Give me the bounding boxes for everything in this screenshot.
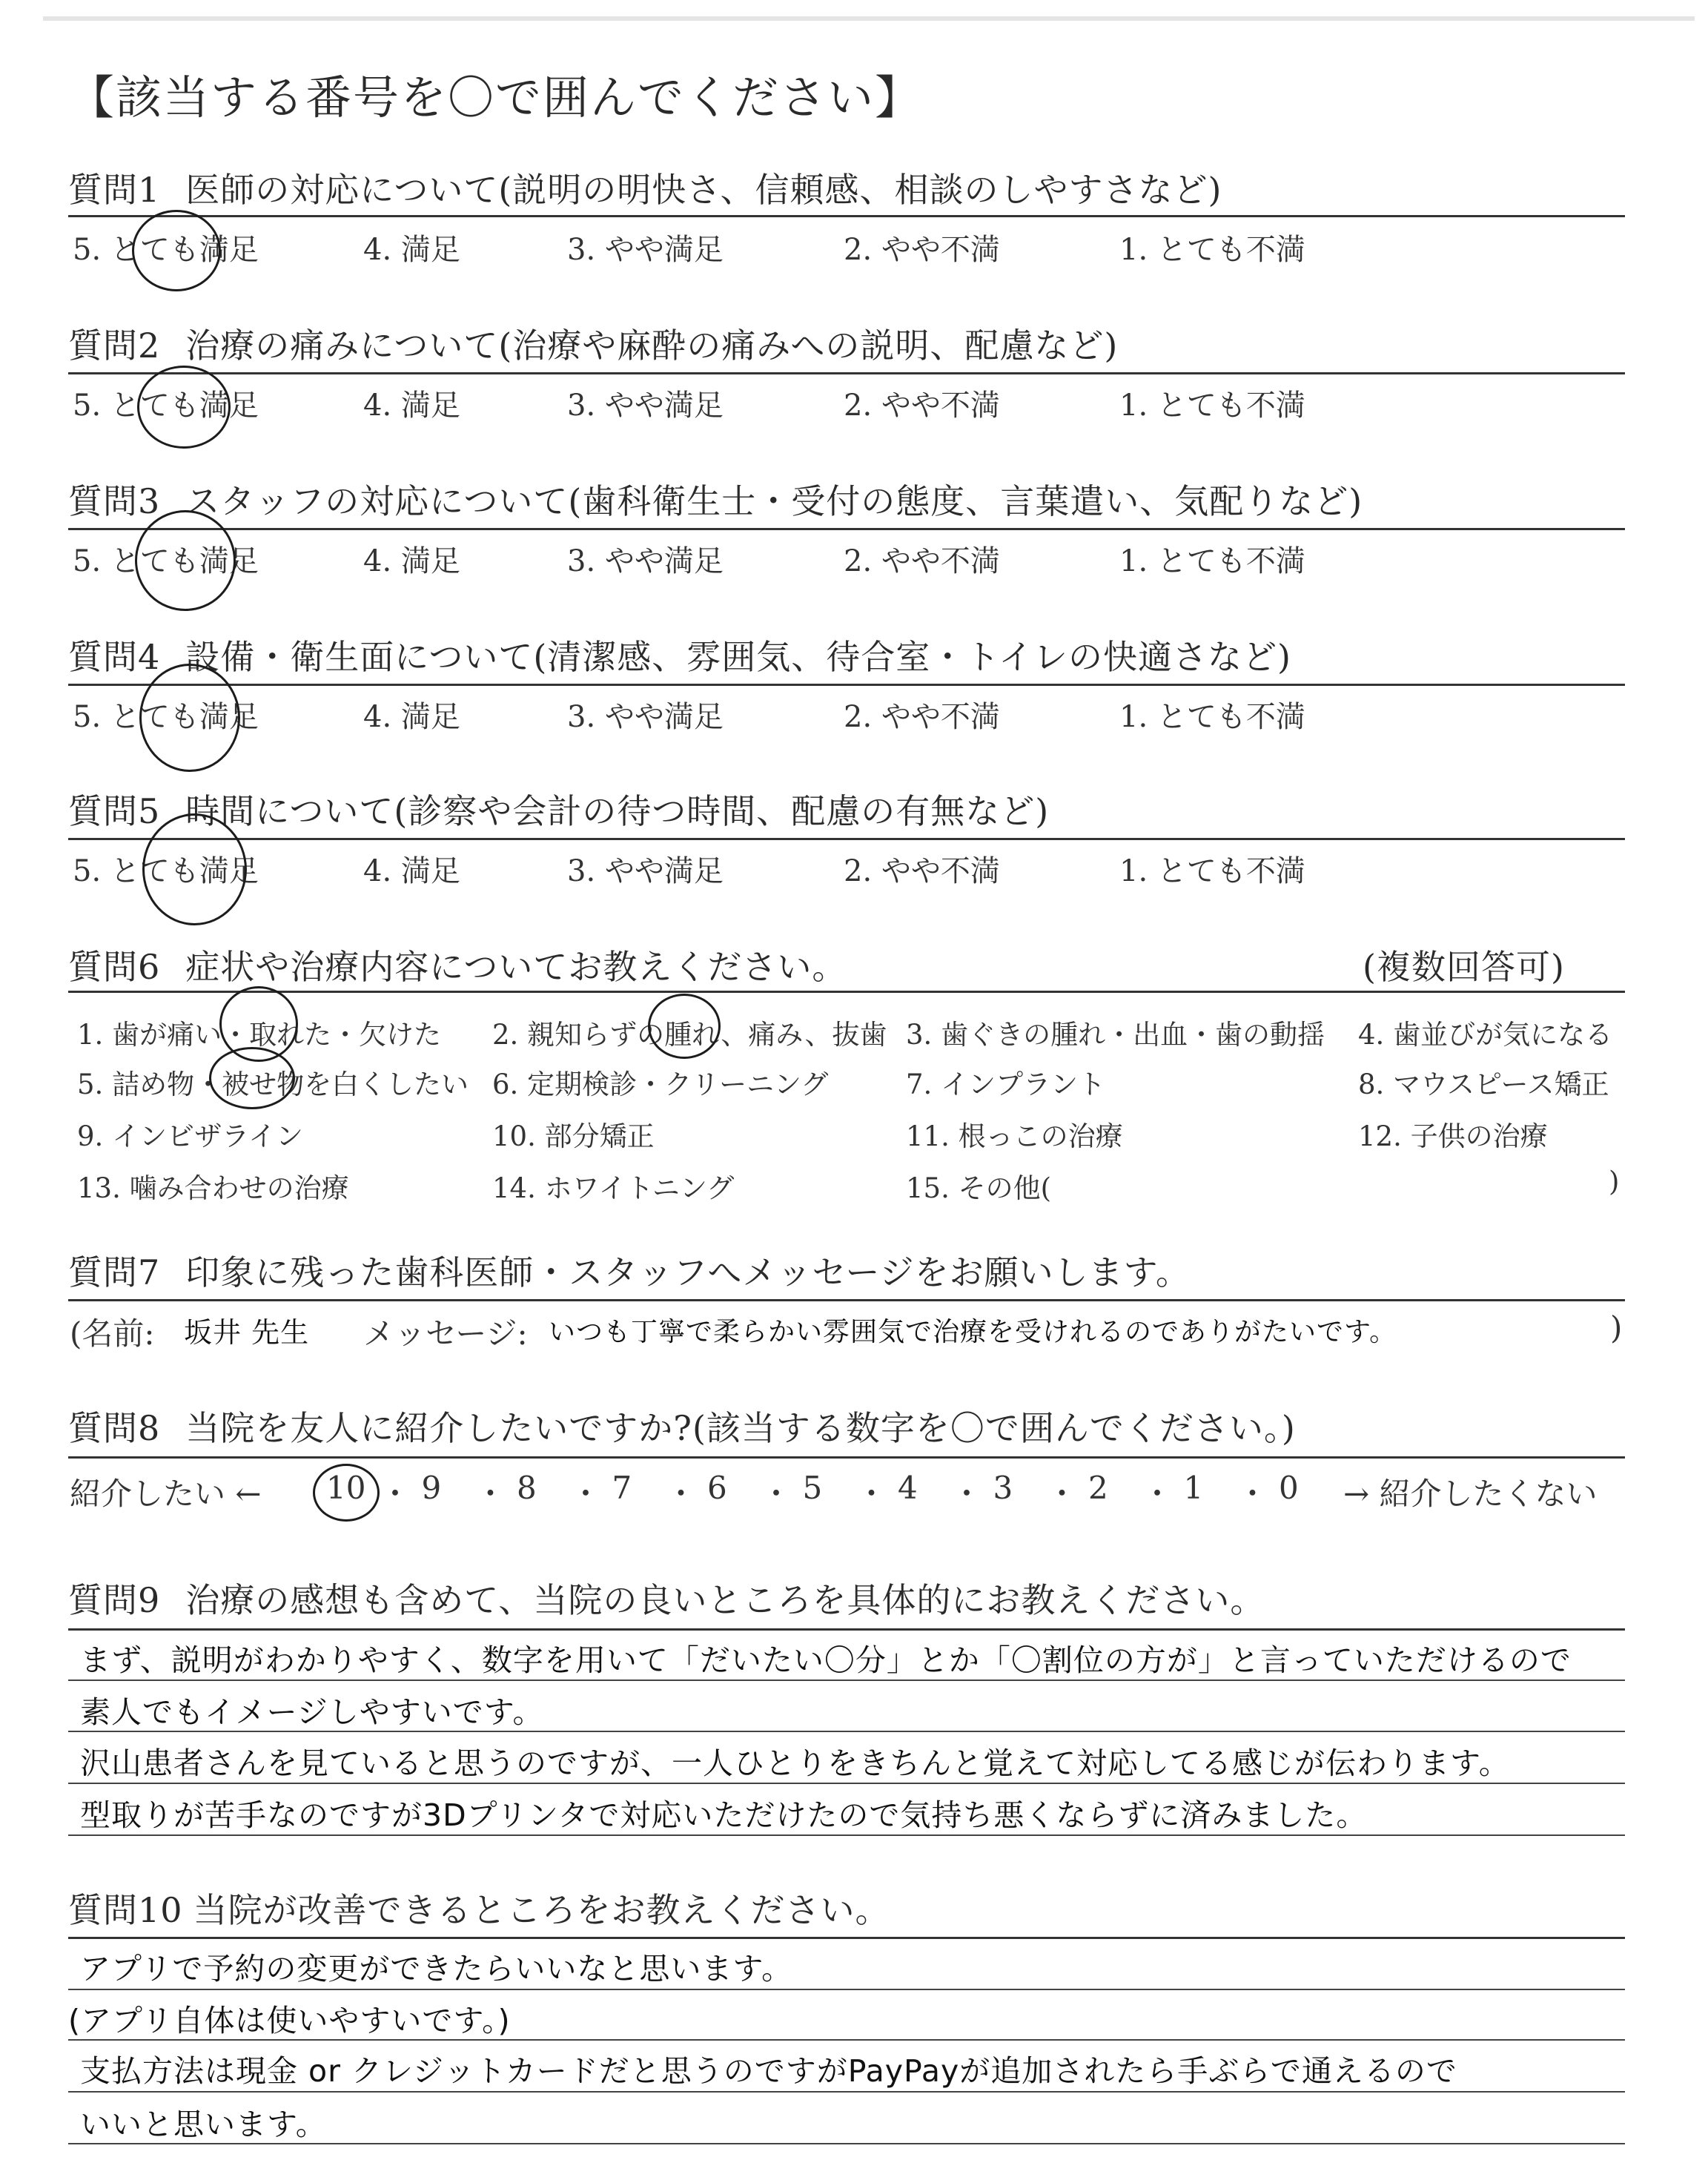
option-4[interactable]: 4. 満足: [363, 389, 460, 423]
symptom-item-6[interactable]: 6. 定期検診・クリーニング: [492, 1069, 829, 1100]
option-3[interactable]: 3. やや満足: [567, 700, 724, 734]
symptom-item-14[interactable]: 14. ホワイトニング: [492, 1172, 735, 1204]
selection-circle-kabusemono: [209, 1047, 295, 1109]
option-1[interactable]: 1. とても不満: [1119, 544, 1305, 578]
option-3[interactable]: 3. やや満足: [567, 854, 724, 888]
selection-circle: [137, 366, 231, 449]
option-2[interactable]: 2. やや不満: [844, 544, 1000, 578]
option-3[interactable]: 3. やや満足: [567, 233, 724, 267]
scale-separator: ・: [1142, 1476, 1174, 1512]
option-5[interactable]: 5. とても満足: [73, 233, 259, 267]
name-label: (名前:: [70, 1315, 155, 1352]
selection-circle: [135, 510, 236, 611]
option-5[interactable]: 5. とても満足: [73, 544, 259, 578]
scale-value-1[interactable]: 1: [1183, 1470, 1204, 1506]
selection-circle-hare: [648, 994, 721, 1059]
scale-separator: ・: [761, 1476, 792, 1512]
option-4[interactable]: 4. 満足: [363, 233, 460, 267]
option-1[interactable]: 1. とても不満: [1119, 233, 1305, 267]
scale-separator: ・: [855, 1476, 887, 1512]
scale-value-2[interactable]: 2: [1088, 1470, 1108, 1506]
selection-circle: [132, 210, 221, 291]
option-2[interactable]: 2. やや不満: [844, 854, 1000, 888]
scale-value-4[interactable]: 4: [898, 1470, 918, 1506]
recommend-right-label: → 紹介したくない: [1343, 1476, 1598, 1512]
good-point-line-1[interactable]: まず、説明がわかりやすく、数字を用いて「だいたい〇分」とか「〇割位の方が」と言っていただけるので: [80, 1642, 1572, 1678]
question-title: 質問4 設備・衛生面について(清潔感、雰囲気、待合室・トイレの快適さなど): [68, 637, 1291, 677]
name-value[interactable]: 坂井 先生: [184, 1316, 310, 1349]
question-title: 質問10 当院が改善できるところをお教えください。: [68, 1890, 890, 1930]
message-value[interactable]: いつも丁寧で柔らかい雰囲気で治療を受けれるのでありがたいです。: [549, 1317, 1397, 1347]
symptom-item-5[interactable]: 5. 詰め物・被せ物を白くしたい: [77, 1069, 469, 1100]
symptom-item-11[interactable]: 11. 根っこの治療: [906, 1120, 1123, 1152]
symptom-item-13[interactable]: 13. 噛み合わせの治療: [77, 1172, 349, 1204]
symptom-item-4[interactable]: 4. 歯並びが気になる: [1358, 1019, 1613, 1051]
good-point-line-4[interactable]: 型取りが苦手なのですが3Dプリンタで対応いただけたので気持ち悪くならずに済みました。: [80, 1797, 1368, 1833]
option-2[interactable]: 2. やや不満: [844, 233, 1000, 267]
symptom-item-12[interactable]: 12. 子供の治療: [1358, 1120, 1548, 1152]
symptom-item-3[interactable]: 3. 歯ぐきの腫れ・出血・歯の動揺: [906, 1019, 1325, 1051]
scale-value-9[interactable]: 9: [421, 1470, 442, 1506]
question-title: 質問8 当院を友人に紹介したいですか?(該当する数字を〇で囲んでください。): [68, 1408, 1296, 1448]
question-title: 質問2 治療の痛みについて(治療や麻酔の痛みへの説明、配慮など): [68, 326, 1119, 366]
other-close-paren: ): [1609, 1166, 1620, 1198]
symptom-item-15[interactable]: 15. その他(: [906, 1172, 1052, 1204]
good-point-line-3[interactable]: 沢山患者さんを見ていると思うのですが、一人ひとりをきちんと覚えて対応してる感じが伝わります。: [80, 1745, 1510, 1781]
option-5[interactable]: 5. とても満足: [73, 389, 259, 423]
option-4[interactable]: 4. 満足: [363, 544, 460, 578]
question-title: 質問3 スタッフの対応について(歯科衛生士・受付の態度、言葉遣い、気配りなど): [68, 481, 1363, 521]
option-1[interactable]: 1. とても不満: [1119, 700, 1305, 734]
scale-value-7[interactable]: 7: [612, 1470, 632, 1506]
option-4[interactable]: 4. 満足: [363, 700, 460, 734]
scale-separator: ・: [1046, 1476, 1078, 1512]
improvement-line-1[interactable]: アプリで予約の変更ができたらいいなと思います。: [80, 1951, 793, 1986]
selection-circle: [142, 813, 247, 925]
symptom-item-8[interactable]: 8. マウスピース矯正: [1358, 1069, 1609, 1100]
recommend-left-label: 紹介したい ←: [70, 1476, 262, 1512]
option-2[interactable]: 2. やや不満: [844, 389, 1000, 423]
scale-separator: ・: [951, 1476, 983, 1512]
symptom-item-9[interactable]: 9. インビザライン: [77, 1120, 303, 1152]
symptom-item-2[interactable]: 2. 親知らずの腫れ、痛み、抜歯: [492, 1019, 887, 1051]
scale-value-10[interactable]: 10: [326, 1470, 366, 1506]
scale-separator: ・: [665, 1476, 697, 1512]
scale-separator: ・: [1237, 1476, 1268, 1512]
question-title: 質問5 時間について(診察や会計の待つ時間、配慮の有無など): [68, 791, 1050, 831]
improvement-line-2[interactable]: (アプリ自体は使いやすいです。): [68, 2003, 511, 2038]
option-1[interactable]: 1. とても不満: [1119, 854, 1305, 888]
option-3[interactable]: 3. やや満足: [567, 389, 724, 423]
option-2[interactable]: 2. やや不満: [844, 700, 1000, 734]
scale-value-8[interactable]: 8: [517, 1470, 537, 1506]
message-label: メッセージ:: [363, 1315, 528, 1352]
option-5[interactable]: 5. とても満足: [73, 854, 259, 888]
symptom-item-7[interactable]: 7. インプラント: [906, 1069, 1106, 1100]
page-heading: 【該当する番号を〇で囲んでください】: [68, 70, 923, 125]
question-title: 質問6 症状や治療内容についてお教えください。: [68, 947, 847, 987]
question-title: 質問9 治療の感想も含めて、当院の良いところを具体的にお教えください。: [68, 1580, 1265, 1620]
option-5[interactable]: 5. とても満足: [73, 700, 259, 734]
question-title: 質問7 印象に残った歯科医師・スタッフへメッセージをお願いします。: [68, 1252, 1191, 1292]
scale-separator: ・: [380, 1476, 411, 1512]
scale-value-5[interactable]: 5: [802, 1470, 823, 1506]
scale-value-6[interactable]: 6: [707, 1470, 727, 1506]
option-4[interactable]: 4. 満足: [363, 854, 460, 888]
selection-circle-10: [313, 1464, 380, 1522]
selection-circle: [139, 664, 240, 772]
good-point-line-2[interactable]: 素人でもイメージしやすいです。: [80, 1694, 544, 1730]
multiple-answer-note: (複数回答可): [1363, 947, 1565, 987]
improvement-line-3[interactable]: 支払方法は現金 or クレジットカードだと思うのですがPayPayが追加されたら手ぶらで通えるので: [80, 2053, 1457, 2089]
symptom-item-1[interactable]: 1. 歯が痛い・取れた・欠けた: [77, 1019, 442, 1051]
improvement-line-4[interactable]: いいと思います。: [80, 2107, 327, 2142]
scale-separator: ・: [570, 1476, 602, 1512]
scale-value-0[interactable]: 0: [1279, 1470, 1299, 1506]
scale-separator: ・: [474, 1476, 506, 1512]
option-3[interactable]: 3. やや満足: [567, 544, 724, 578]
question-title: 質問1 医師の対応について(説明の明快さ、信頼感、相談のしやすさなど): [68, 170, 1222, 210]
top-border: [43, 16, 1695, 21]
option-1[interactable]: 1. とても不満: [1119, 389, 1305, 423]
scale-value-3[interactable]: 3: [993, 1470, 1013, 1506]
symptom-item-10[interactable]: 10. 部分矯正: [492, 1120, 655, 1152]
message-close-paren: ): [1610, 1309, 1623, 1346]
